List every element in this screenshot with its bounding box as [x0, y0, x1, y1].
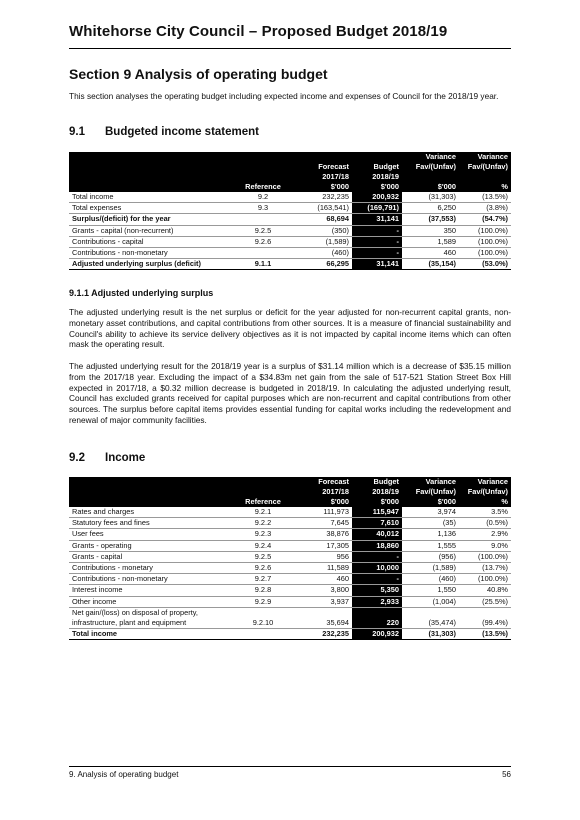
heading-income-statement	[69, 126, 259, 138]
table-cell: 9.2.8	[229, 585, 297, 596]
table-cell: Interest income	[69, 585, 229, 596]
table-cell: -	[352, 551, 402, 562]
income-statement-table	[69, 152, 511, 270]
table-cell: (0.5%)	[459, 518, 511, 529]
heading-income	[69, 452, 145, 464]
table-cell: 9.2.6	[229, 563, 297, 574]
table-cell: (25.5%)	[459, 596, 511, 607]
table-cell: (460)	[297, 248, 352, 259]
table-cell	[352, 607, 402, 618]
table-cell: Contributions - non-monetary	[69, 248, 229, 259]
table-cell: Grants - capital	[69, 551, 229, 562]
table-header-cell: $'000	[297, 182, 352, 192]
table-cell	[459, 607, 511, 618]
table-cell: Grants - operating	[69, 540, 229, 551]
table-header-cell: Fav/(Unfav)	[402, 487, 459, 497]
header-rule	[69, 48, 511, 49]
table-header-row	[69, 487, 511, 497]
table-header-cell	[69, 172, 229, 182]
table-cell: 68,694	[297, 214, 352, 225]
table-cell: 111,973	[297, 507, 352, 518]
table-header-cell: Budget	[352, 477, 402, 487]
table-header-cell	[69, 182, 229, 192]
table-header-cell: Budget	[352, 162, 402, 172]
table-cell: 5,350	[352, 585, 402, 596]
table-cell: Net gain/(loss) on disposal of property,	[72, 607, 198, 617]
table-header-cell	[229, 152, 297, 162]
table-header-cell: $'000	[352, 497, 402, 507]
table-cell: 38,876	[297, 529, 352, 540]
table-header-cell: %	[459, 497, 511, 507]
heading-text: Income	[105, 452, 146, 464]
table-header-cell: Fav/(Unfav)	[402, 162, 459, 172]
table-cell: Adjusted underlying surplus (deficit)	[69, 259, 229, 270]
table-header-row	[69, 497, 511, 507]
table-cell: 200,932	[352, 629, 402, 640]
table-cell: (1,589)	[402, 563, 459, 574]
table-cell: Total expenses	[69, 203, 229, 214]
table-cell: 7,645	[297, 518, 352, 529]
table-cell: Contributions - non-monetary	[69, 574, 229, 585]
table-header-row	[69, 477, 511, 487]
table-cell	[402, 607, 459, 618]
table-cell: (35,474)	[402, 618, 459, 629]
table-cell: Rates and charges	[69, 507, 229, 518]
table-cell: 1,136	[402, 529, 459, 540]
table-row	[69, 192, 511, 203]
table-cell: Grants - capital (non-recurrent)	[69, 225, 229, 236]
table-cell	[229, 248, 297, 259]
table-header-cell: Reference	[229, 182, 297, 192]
table-cell: 17,305	[297, 540, 352, 551]
table-cell: 9.2.7	[229, 574, 297, 585]
table-header-cell: $'000	[297, 497, 352, 507]
table-header-cell	[69, 152, 229, 162]
table-cell: 9.2.5	[229, 551, 297, 562]
table-cell: 9.2	[229, 192, 297, 203]
table-cell: 35,694	[297, 618, 352, 629]
table-row	[69, 563, 511, 574]
table-cell	[229, 607, 297, 618]
table-header-cell: $'000	[402, 182, 459, 192]
table-row	[69, 629, 511, 640]
table-cell: 460	[297, 574, 352, 585]
table-header-cell	[69, 162, 229, 172]
table-cell: 9.0%	[459, 540, 511, 551]
section-intro: This section analyses the operating budget including expected income and expenses of Council for the 2018/19 year.	[69, 91, 499, 101]
footer-page-number: 56	[502, 770, 511, 779]
table-header-cell: Variance	[459, 152, 511, 162]
table-cell: infrastructure, plant and equipment	[69, 618, 229, 629]
table-cell: 9.3	[229, 203, 297, 214]
table-cell: 200,932	[352, 192, 402, 203]
table-row	[69, 518, 511, 529]
table-cell: 9.2.4	[229, 540, 297, 551]
table-header-cell	[229, 477, 297, 487]
table-cell: Contributions - capital	[69, 236, 229, 247]
table-header-row	[69, 172, 511, 182]
table-row	[69, 203, 511, 214]
table-cell: 10,000	[352, 563, 402, 574]
table-cell: 9.2.3	[229, 529, 297, 540]
table-row	[69, 236, 511, 247]
table-header-cell	[229, 487, 297, 497]
table-cell: Statutory fees and fines	[69, 518, 229, 529]
table-header-cell	[402, 172, 459, 182]
table-cell: 9.2.9	[229, 596, 297, 607]
table-cell: (100.0%)	[459, 551, 511, 562]
table-cell: (53.0%)	[459, 259, 511, 270]
table-cell: 18,860	[352, 540, 402, 551]
table-cell: Total income	[69, 192, 229, 203]
table-cell: 350	[402, 225, 459, 236]
table-cell: -	[352, 236, 402, 247]
table-cell: (13.5%)	[459, 629, 511, 640]
table-cell: 232,235	[297, 192, 352, 203]
table-cell: 3,937	[297, 596, 352, 607]
table-cell: 11,589	[297, 563, 352, 574]
table-row	[69, 214, 511, 225]
table-header-cell: Fav/(Unfav)	[459, 487, 511, 497]
table-header-cell	[69, 487, 229, 497]
table-cell: (35,154)	[402, 259, 459, 270]
table-header-cell	[69, 477, 229, 487]
table-cell: 9.2.10	[229, 618, 297, 629]
table-header-cell: $'000	[402, 497, 459, 507]
table-cell: (956)	[402, 551, 459, 562]
table-cell: (31,303)	[402, 192, 459, 203]
table-cell: 40.8%	[459, 585, 511, 596]
table-header-cell: 2018/19	[352, 172, 402, 182]
table-row	[69, 507, 511, 518]
table-header-cell: Variance	[459, 477, 511, 487]
table-cell: 9.2.6	[229, 236, 297, 247]
table-row	[69, 574, 511, 585]
table-cell: (37,553)	[402, 214, 459, 225]
table-cell: (54.7%)	[459, 214, 511, 225]
table-cell: (1,004)	[402, 596, 459, 607]
table-header-cell: %	[459, 182, 511, 192]
table-cell: 232,235	[297, 629, 352, 640]
table-cell: 9.2.2	[229, 518, 297, 529]
table-cell: 9.2.5	[229, 225, 297, 236]
document-header-title: Whitehorse City Council – Proposed Budget 2018/19	[69, 23, 448, 40]
table-cell: 2.9%	[459, 529, 511, 540]
table-row	[69, 618, 511, 629]
table-header-cell: Variance	[402, 477, 459, 487]
section-title: Section 9 Analysis of operating budget	[69, 66, 328, 82]
table-header-cell: 2017/18	[297, 487, 352, 497]
table-header-cell: Fav/(Unfav)	[459, 162, 511, 172]
table-cell: -	[352, 574, 402, 585]
table-row	[69, 540, 511, 551]
table-cell: (99.4%)	[459, 618, 511, 629]
paragraph-adjusted-underlying-result: The adjusted underlying result for the 2018/19 year is a surplus of $31.14 million which is a decrease of $35.15 million from the 2017/18 year. Excluding the impact of a $34.83m net gain from the sale of 517-521 Station Street Box Hill expected in 2017/18, a $0.32 million decrease is budgeted in 2018/19. In calculating the adjusted underlying result, Council has excluded grants received for capital purposes which are non-recurrent and capital contributions from other sources. The surplus before capital items provides essential funding for capital works including the redevelopment and renewal of major community facilities.	[69, 361, 511, 425]
table-row	[69, 259, 511, 270]
table-cell: 7,610	[352, 518, 402, 529]
table-cell: 1,589	[402, 236, 459, 247]
table-cell: 3,800	[297, 585, 352, 596]
table-row	[69, 225, 511, 236]
table-header-cell	[69, 497, 229, 507]
table-cell: 2,933	[352, 596, 402, 607]
table-cell: Contributions - monetary	[69, 563, 229, 574]
table-cell: (100.0%)	[459, 236, 511, 247]
heading-number: 9.1	[69, 126, 85, 138]
table-cell: -	[352, 248, 402, 259]
table-header-cell: Variance	[402, 152, 459, 162]
table-header-cell: 2017/18	[297, 172, 352, 182]
table-row	[69, 248, 511, 259]
table-cell: (350)	[297, 225, 352, 236]
table-row	[69, 551, 511, 562]
heading-adjusted-underlying-surplus: 9.1.1 Adjusted underlying surplus	[69, 288, 214, 298]
income-table	[69, 477, 511, 640]
heading-text: Budgeted income statement	[105, 126, 259, 138]
table-cell	[297, 607, 352, 618]
table-cell: (35)	[402, 518, 459, 529]
table-header-row	[69, 152, 511, 162]
table-cell: Other income	[69, 596, 229, 607]
table-cell: 220	[352, 618, 402, 629]
table-cell: (163,541)	[297, 203, 352, 214]
table-header-row	[69, 162, 511, 172]
table-header-row	[69, 182, 511, 192]
table-cell: (169,791)	[352, 203, 402, 214]
table-header-cell	[229, 162, 297, 172]
table-header-cell	[352, 152, 402, 162]
footer-section-name: 9. Analysis of operating budget	[69, 770, 179, 779]
table-cell: 3.5%	[459, 507, 511, 518]
table-cell: 3,974	[402, 507, 459, 518]
table-header-cell	[459, 172, 511, 182]
table-cell: 1,550	[402, 585, 459, 596]
table-header-cell: Reference	[229, 497, 297, 507]
table-cell: 40,012	[352, 529, 402, 540]
table-cell	[229, 214, 297, 225]
table-row	[69, 607, 511, 618]
table-cell: 115,947	[352, 507, 402, 518]
table-cell: (3.8%)	[459, 203, 511, 214]
table-cell: 9.2.1	[229, 507, 297, 518]
table-cell: -	[352, 225, 402, 236]
table-cell: 9.1.1	[229, 259, 297, 270]
table-header-cell	[297, 152, 352, 162]
table-cell: 1,555	[402, 540, 459, 551]
table-cell: 956	[297, 551, 352, 562]
table-cell: Total income	[69, 629, 229, 640]
table-cell: (13.5%)	[459, 192, 511, 203]
table-cell: Surplus/(deficit) for the year	[69, 214, 229, 225]
table-header-cell: $'000	[352, 182, 402, 192]
footer-rule	[69, 766, 511, 767]
table-cell: (100.0%)	[459, 248, 511, 259]
table-cell	[229, 629, 297, 640]
table-cell: (1,589)	[297, 236, 352, 247]
table-cell: 6,250	[402, 203, 459, 214]
table-header-cell: Forecast	[297, 477, 352, 487]
table-cell: (31,303)	[402, 629, 459, 640]
table-row	[69, 596, 511, 607]
heading-number: 9.2	[69, 452, 85, 464]
table-cell: (100.0%)	[459, 225, 511, 236]
table-header-cell: 2018/19	[352, 487, 402, 497]
table-cell: (460)	[402, 574, 459, 585]
table-header-cell	[229, 172, 297, 182]
table-row	[69, 585, 511, 596]
table-row	[69, 529, 511, 540]
paragraph-adjusted-underlying-definition: The adjusted underlying result is the net surplus or deficit for the year adjusted for non-recurrent capital grants, non-monetary asset contributions, and capital contributions from other sources. It is a measure of financial sustainability and Council's ability to achieve its service delivery objectives as it is not impacted by capital income items which can often mask the operating result.	[69, 307, 511, 350]
table-cell: 66,295	[297, 259, 352, 270]
table-cell: 31,141	[352, 259, 402, 270]
table-cell: (13.7%)	[459, 563, 511, 574]
table-header-cell: Forecast	[297, 162, 352, 172]
table-cell: 460	[402, 248, 459, 259]
table-cell: (100.0%)	[459, 574, 511, 585]
table-cell: User fees	[69, 529, 229, 540]
table-cell: 31,141	[352, 214, 402, 225]
